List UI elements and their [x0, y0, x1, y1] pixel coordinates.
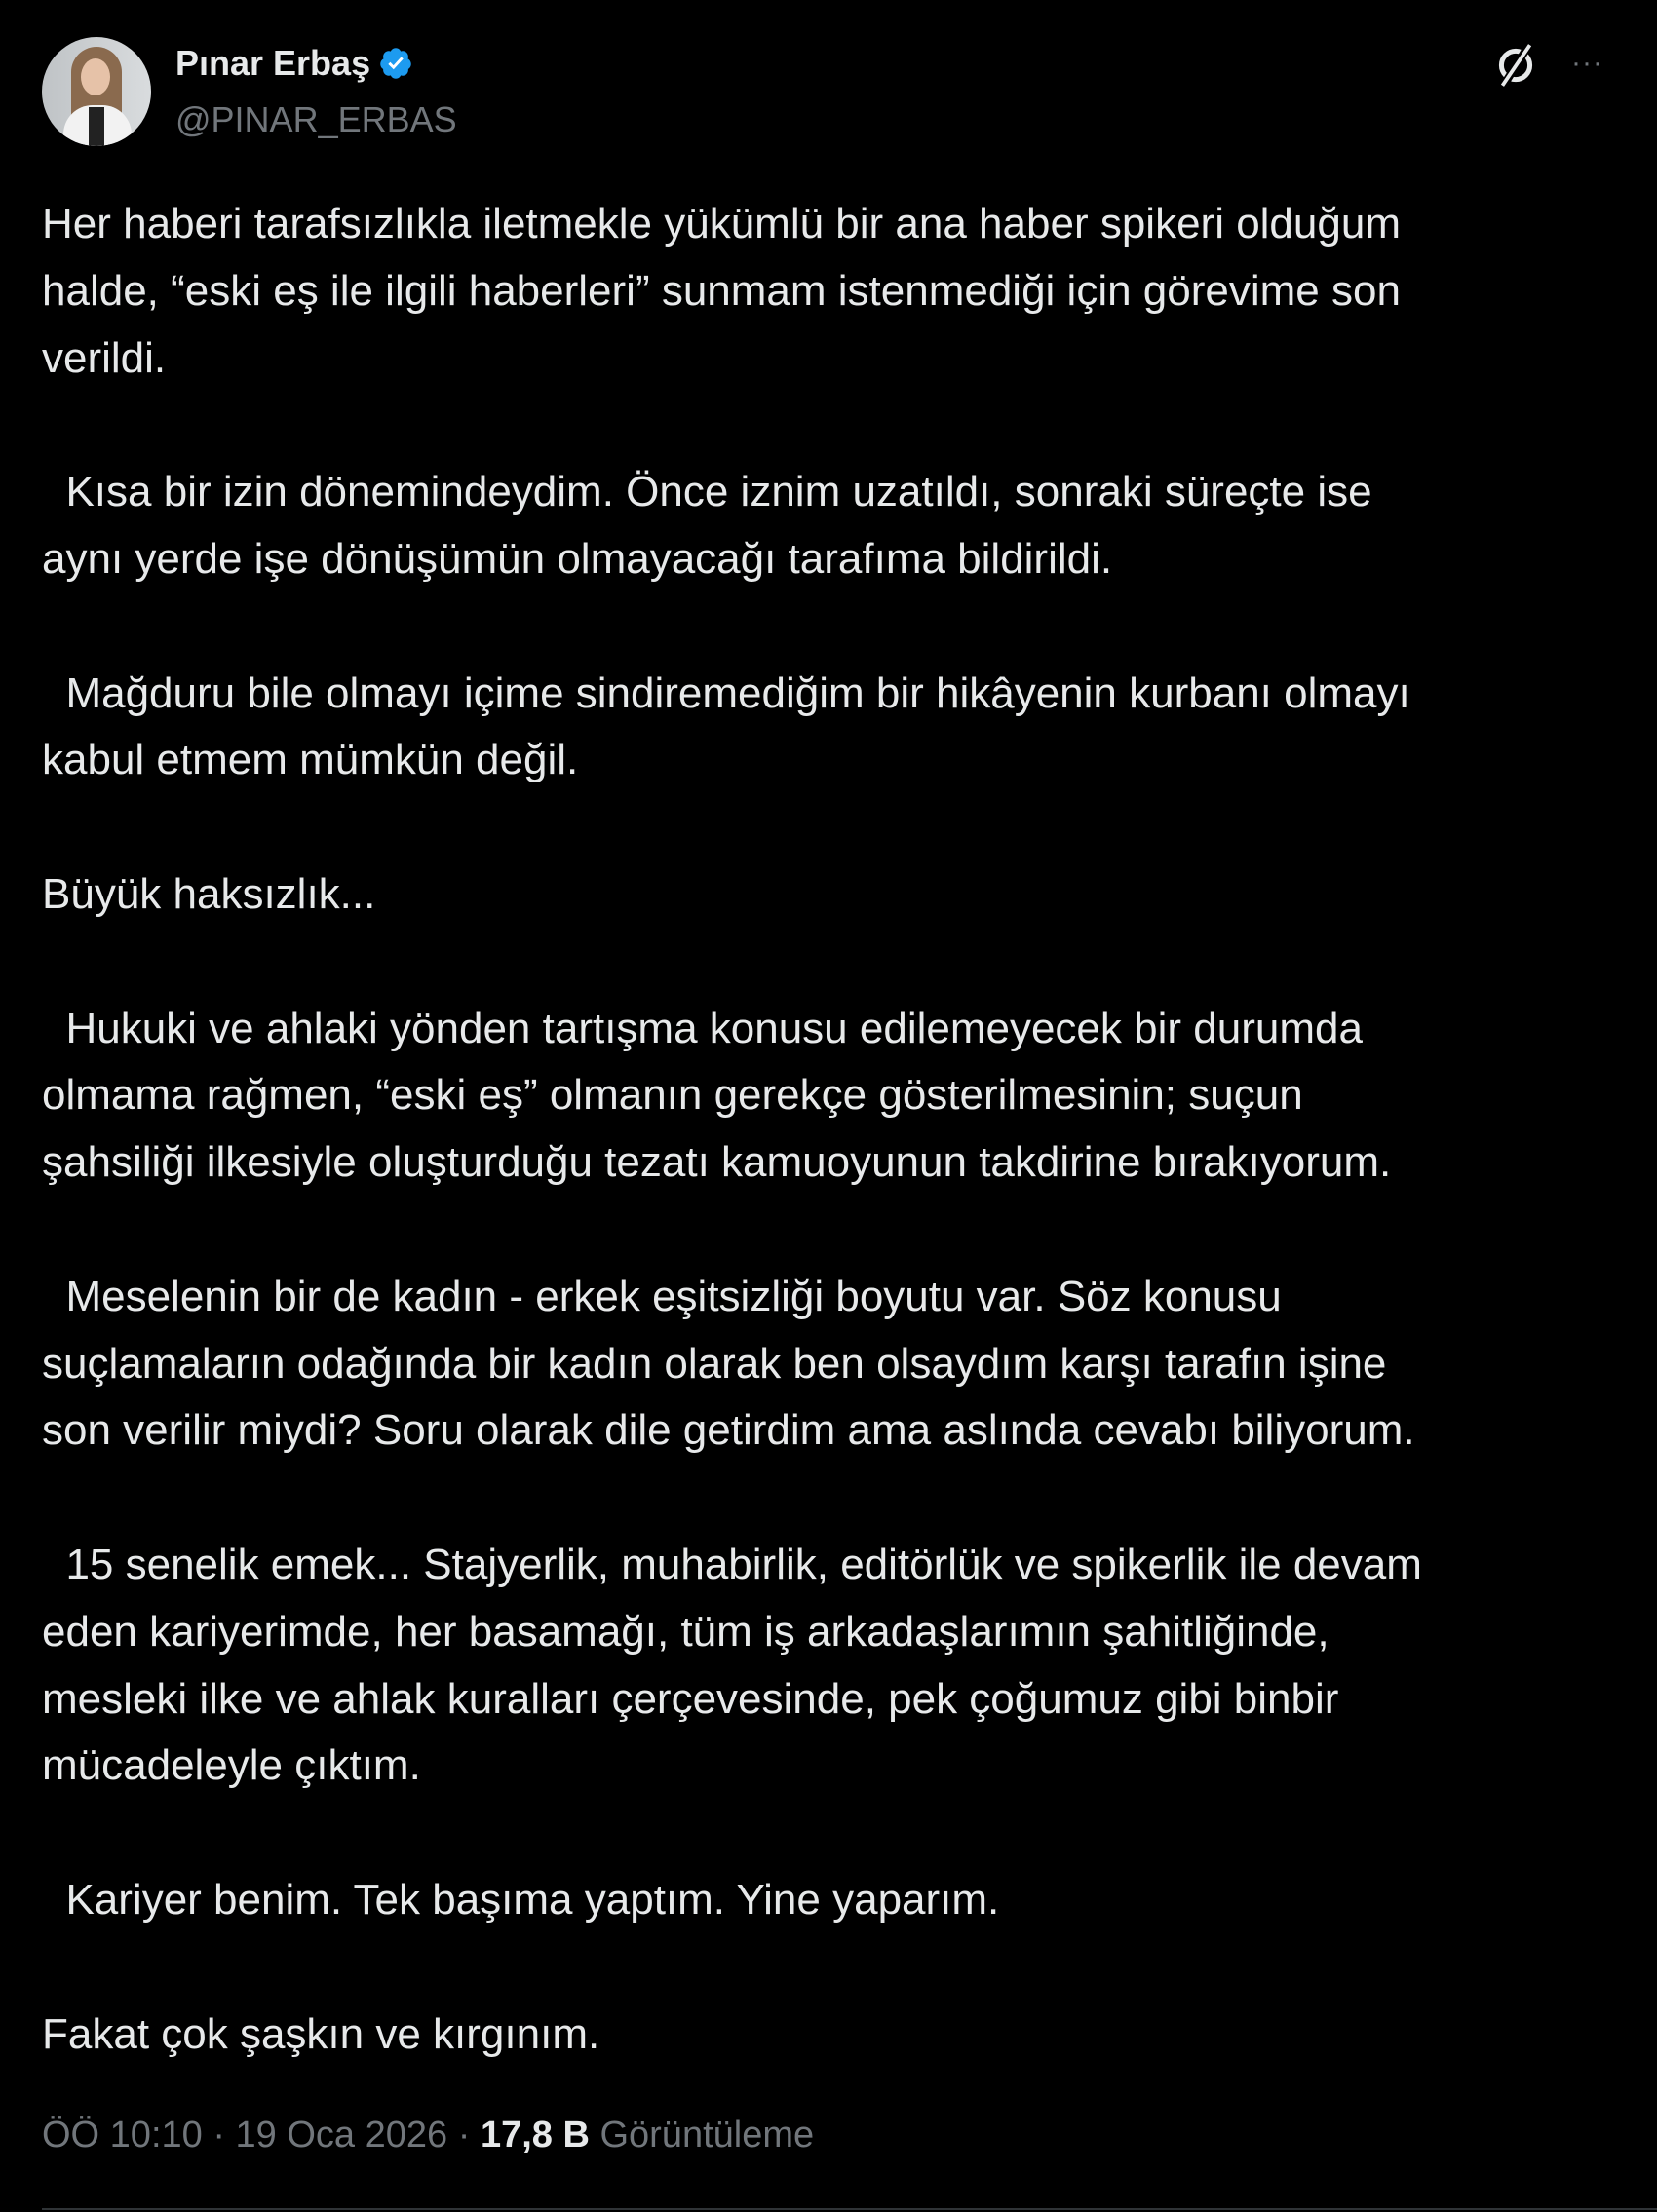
verified-badge-icon: [378, 46, 413, 81]
avatar-face: [81, 58, 110, 95]
tweet-line: eden kariyerimde, her basamağı, tüm iş arkadaşlarımın şahitliğinde,: [42, 1607, 1329, 1656]
tweet-paragraph: [42, 1867, 1422, 1934]
tweet-paragraph: [42, 661, 1422, 795]
tweet-date[interactable]: 19 Oca 2026: [235, 2115, 448, 2155]
tweet-line: Mağduru bile olmayı içime sindiremediğim bir hikâyenin kurbanı olmayı: [42, 668, 1410, 717]
meta-separator: ·: [447, 2115, 481, 2155]
tweet-line: verildi.: [42, 333, 167, 382]
tweet-paragraph: [42, 191, 1422, 392]
tweet-line: Kısa bir izin dönemindeydim. Önce iznim uzatıldı, sonraki süreçte ise: [42, 468, 1372, 516]
author-handle[interactable]: @PINAR_ERBAS: [175, 99, 457, 139]
tweet-line: mesleki ilke ve ahlak kuralları çerçevesinde, pek çoğumuz gibi binbir: [42, 1674, 1339, 1723]
tweet-line: şahsiliği ilkesiyle oluşturduğu tezatı kamuoyunun takdirine bırakıyorum.: [42, 1138, 1392, 1187]
tweet-text: [42, 191, 1422, 2135]
tweet-meta: [42, 2115, 814, 2156]
tweet-line: aynı yerde işe dönüşümün olmayacağı tarafıma bildirildi.: [42, 534, 1113, 583]
tweet-line: Hukuki ve ahlaki yönden tartışma konusu edilemeyecek bir durumda: [42, 1004, 1363, 1052]
meta-separator: ·: [202, 2115, 236, 2155]
tweet-line: olmama rağmen, “eski eş” olmanın gerekçe gösterilmesinin; suçun: [42, 1071, 1303, 1120]
avatar-shirt: [89, 107, 104, 146]
tweet-line: halde, “eski eş ile ilgili haberleri” sunmam istenmediği için görevime son: [42, 266, 1401, 315]
view-count: 17,8 B: [480, 2115, 590, 2155]
tweet-line: mücadeleyle çıktım.: [42, 1741, 421, 1790]
tweet-line: suçlamaların odağında bir kadın olarak ben olsaydım karşı tarafın işine: [42, 1339, 1387, 1388]
tweet-line: 15 senelik emek... Stajyerlik, muhabirlik, editörlük ve spikerlik ile devam: [42, 1540, 1422, 1588]
tweet-line: Kariyer benim. Tek başıma yaptım. Yine yaparım.: [42, 1875, 1000, 1924]
more-options-button[interactable]: ···: [1571, 47, 1603, 79]
tweet-time[interactable]: ÖÖ 10:10: [42, 2115, 203, 2155]
tweet-line: Fakat çok şaşkın ve kırgınım.: [42, 2009, 600, 2058]
tweet-paragraph: [42, 1264, 1422, 1465]
author-name[interactable]: Pınar Erbaş: [175, 43, 371, 83]
author-avatar[interactable]: [42, 37, 151, 146]
tweet-paragraph: [42, 861, 1422, 929]
views-label: Görüntüleme: [589, 2115, 815, 2155]
tweet-line: Her haberi tarafsızlıkla iletmekle yükümlü bir ana haber spikeri olduğum: [42, 200, 1401, 248]
tweet-paragraph: [42, 459, 1422, 593]
tweet-paragraph: [42, 996, 1422, 1197]
tweet-line: son verilir miydi? Soru olarak dile getirdim ama aslında cevabı biliyorum.: [42, 1406, 1415, 1455]
divider: [42, 2208, 1657, 2210]
grok-icon[interactable]: [1491, 41, 1540, 90]
tweet-paragraph: [42, 2002, 1422, 2069]
tweet-line: Meselenin bir de kadın - erkek eşitsizliği boyutu var. Söz konusu: [42, 1272, 1282, 1320]
tweet-paragraph: [42, 1532, 1422, 1800]
tweet-line: kabul etmem mümkün değil.: [42, 736, 579, 784]
tweet-line: Büyük haksızlık...: [42, 869, 376, 918]
author-name-row: [175, 43, 413, 84]
